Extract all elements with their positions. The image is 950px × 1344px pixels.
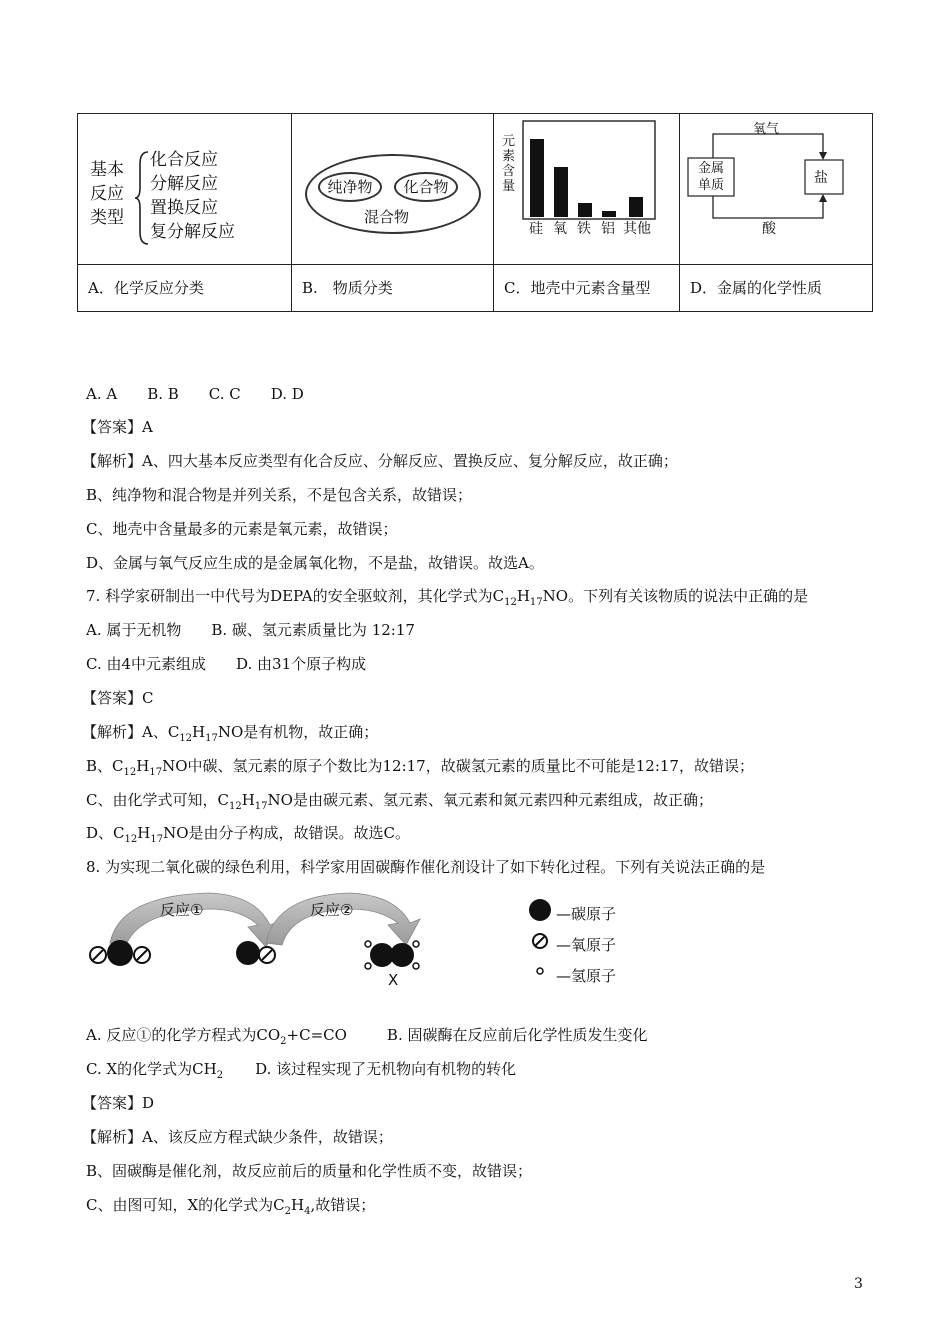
q8-stem: 8. 为实现二氧化碳的绿色利用，科学家用固碳酶作催化剂设计了如下转化过程。下列有关说法正确的是: [86, 858, 766, 876]
reaction-type-list: [150, 148, 235, 244]
q6-analysis-4: D、金属与氧气反应生成的是金属氧化物，不是盐，故错误。故选A。: [86, 554, 544, 572]
bar-氧: [554, 167, 568, 217]
bar-其他: [629, 197, 643, 217]
q7-stem: 7. 科学家研制出一中代号为DEPA的安全驱蚊剂，其化学式为$C_{12}H_{17}NO$。下列有关该物质的说法中正确的是: [86, 587, 809, 608]
q6-answer: 【答案】A: [82, 418, 153, 436]
compound-ellipse: 化合物: [394, 172, 458, 202]
q7-analysis-4: D、$C_{12}H_{17}NO$是由分子构成，故错误。故选C。: [86, 824, 410, 845]
q7-analysis-3: C、由化学式可知，$C_{12}H_{17}NO$是由碳元素、氢元素、氧元素和氮元素四种元素组成，故正确；: [86, 791, 713, 812]
reaction-diagram: [80, 885, 680, 995]
caption-a: A．化学反应分类: [78, 264, 292, 312]
caption-b: B. 物质分类: [292, 264, 494, 312]
salt-box: 盐: [814, 170, 828, 186]
cell-reaction-classification: [78, 114, 292, 264]
q6-analysis-3: C、地壳中含量最多的元素是氧元素，故错误；: [86, 520, 398, 538]
x-tick-label: 其他: [623, 221, 651, 237]
q7-answer: 【答案】C: [82, 689, 154, 707]
metal-box: 金属单质: [697, 161, 724, 193]
x-tick-label: 铁: [577, 221, 591, 237]
list-item: 置换反应: [150, 198, 218, 218]
brace-icon: [134, 150, 150, 246]
cell-crust-element-chart: [494, 114, 680, 264]
pure-substance-ellipse: 纯净物: [318, 172, 382, 202]
cell-metal-properties: [680, 114, 872, 264]
page-number: 3: [854, 1276, 863, 1292]
x-tick-label: 氧: [553, 221, 567, 237]
reaction-type-heading: 基本 反应 类型: [90, 160, 124, 228]
q8-analysis-2: B、固碳酶是催化剂，故反应前后的质量和化学性质不变，故错误；: [86, 1162, 533, 1180]
cell-substance-classification: [292, 114, 494, 264]
reaction-2-label: 反应②: [310, 901, 354, 919]
x-tick-labels: [524, 218, 664, 238]
mixture-label: 混合物: [364, 208, 410, 226]
legend-oxygen: —氧原子: [556, 936, 617, 954]
legend-carbon: —碳原子: [556, 905, 617, 923]
x-tick-label: 硅: [529, 221, 543, 237]
chart-ylabel: 元素含量: [502, 134, 516, 194]
acid-label: 酸: [762, 221, 776, 237]
q8-options-2: C. X的化学式为$CH_2$ D. 该过程实现了无机物向有机物的转化: [86, 1060, 517, 1081]
legend-hydrogen: —氢原子: [556, 967, 617, 985]
figure-table: [77, 113, 873, 312]
list-item: 化合反应: [150, 150, 218, 170]
bar-铝: [602, 211, 616, 217]
q7-analysis-1: 【解析】A、$C_{12}H_{17}NO$是有机物，故正确；: [82, 723, 379, 744]
caption-d: D．金属的化学性质: [680, 264, 872, 312]
q8-options-1: A. 反应①的化学方程式为$CO_2+C=CO$ B. 固碳酶在反应前后化学性质发生变化: [86, 1026, 648, 1047]
q7-options-2: C. 由4中元素组成 D. 由31个原子构成: [86, 655, 367, 673]
oxygen-label: 氧气: [753, 122, 780, 137]
caption-c: C．地壳中元素含量型: [494, 264, 680, 312]
q6-analysis-2: B、纯净物和混合物是并列关系，不是包含关系，故错误；: [86, 486, 473, 504]
bar-硅: [530, 139, 544, 217]
list-item: 分解反应: [150, 174, 218, 194]
legend: [556, 899, 616, 992]
q7-analysis-2: B、$C_{12}H_{17}NO$中碳、氢元素的原子个数比为12:17，故碳氢元素的质量比不可能是12:17，故错误；: [86, 757, 754, 778]
q8-analysis-1: 【解析】A、该反应方程式缺少条件，故错误；: [82, 1128, 393, 1146]
q8-answer: 【答案】D: [82, 1094, 155, 1112]
bar-铁: [578, 203, 592, 217]
q6-analysis-1: 【解析】A、四大基本反应类型有化合反应、分解反应、置换反应、复分解反应，故正确；: [82, 452, 678, 470]
list-item: 复分解反应: [150, 222, 235, 242]
reaction-arrows: [80, 885, 480, 995]
reaction-1-label: 反应①: [160, 901, 204, 919]
x-tick-label: 铝: [601, 221, 615, 237]
q8-analysis-3: C、由图可知，X的化学式为$C_2H_4$,故错误；: [86, 1196, 376, 1217]
x-label: X: [388, 971, 399, 989]
q7-options-1: A. 属于无机物 B. 碳、氢元素质量比为 12:17: [86, 621, 415, 639]
q6-options: A. A B. B C. C D. D: [86, 385, 304, 403]
legend-symbols: [526, 899, 556, 979]
